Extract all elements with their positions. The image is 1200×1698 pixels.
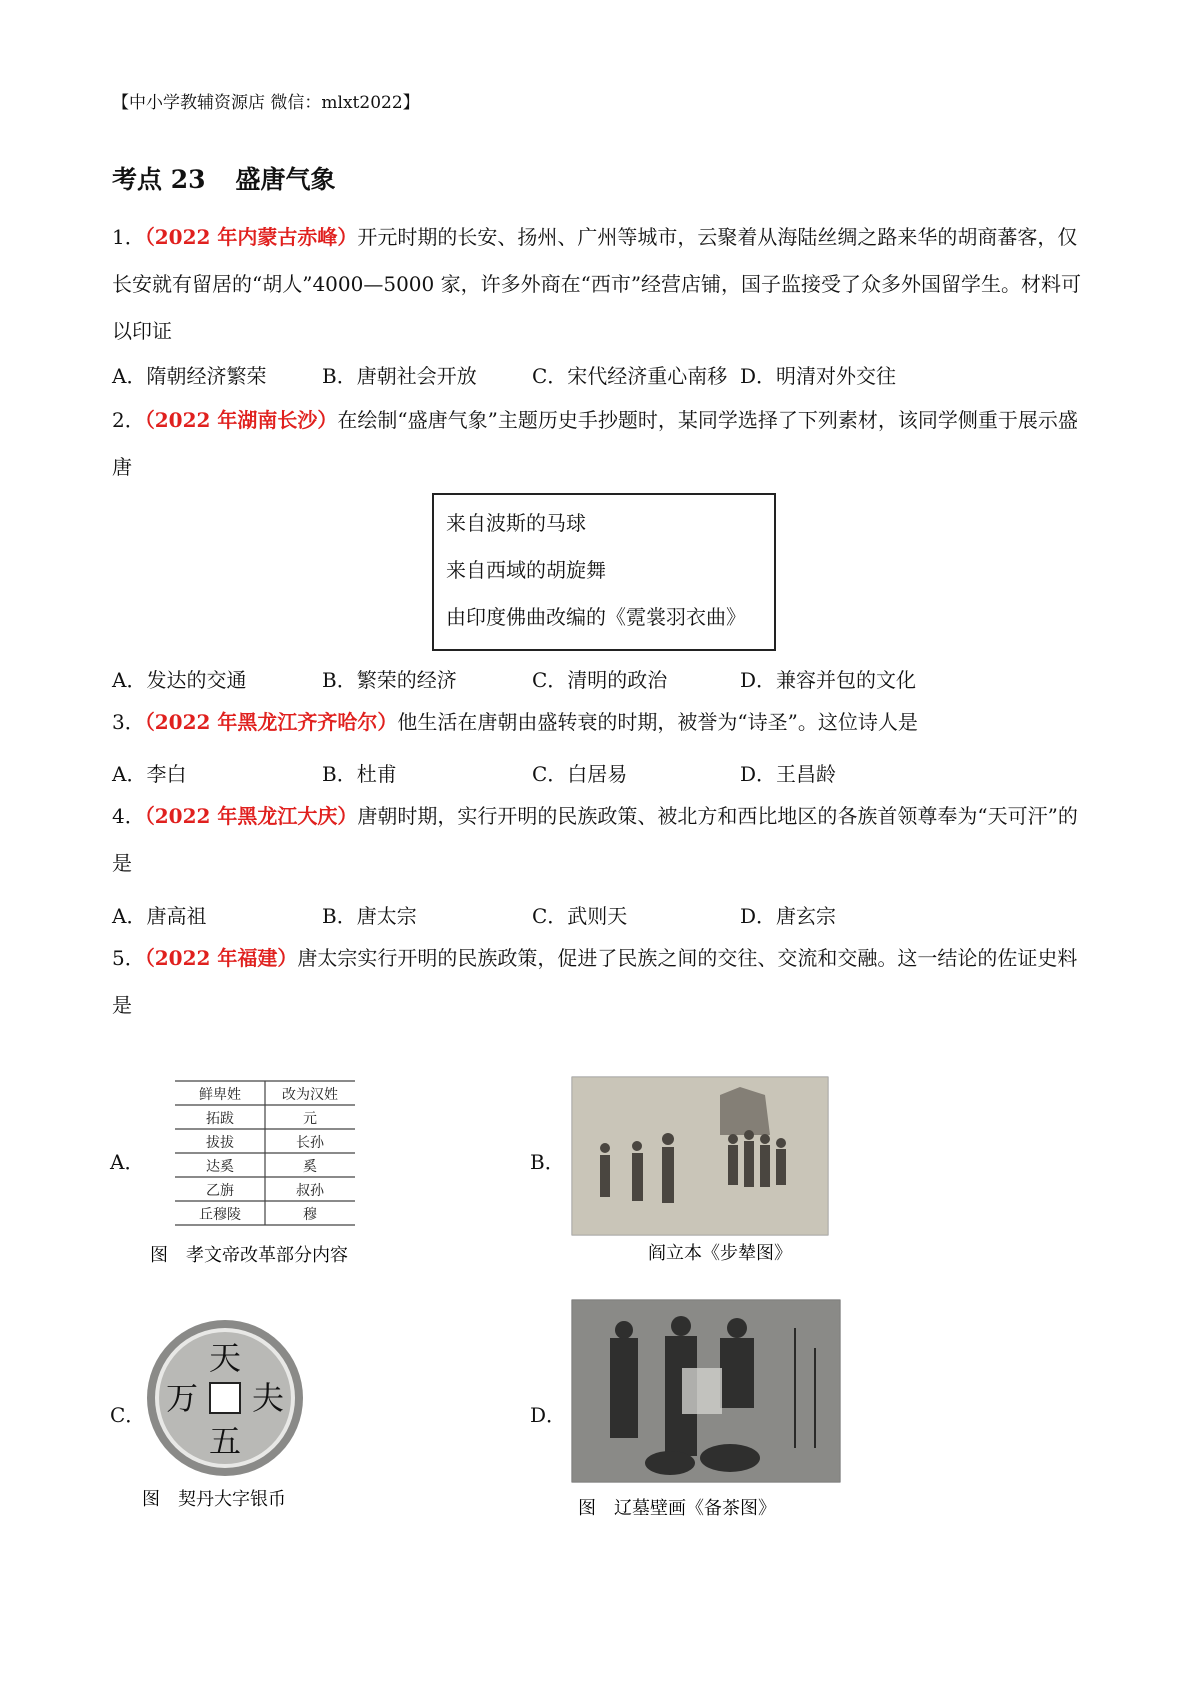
table-cell: 叔孙 — [296, 1183, 324, 1199]
option-c: C．白居易 — [532, 762, 628, 786]
question-text: 唐朝时期，实行开明的民族政策、被北方和西比地区的各族首领尊奉为“天可汗”的是 — [112, 804, 1078, 875]
option-b: B．繁荣的经济 — [322, 668, 457, 692]
option-b: B．杜甫 — [322, 762, 397, 786]
figure-caption: 阎立本《步辇图》 — [648, 1243, 792, 1264]
question-text: 开元时期的长安、扬州、广州等城市，云聚着从海陆丝绸之路来华的胡商蕃客，仅长安就有留居的“胡人”4000—5000 家，许多外商在“西市”经营店铺，国子监接受了众多外国留学生。材料可以印证 — [112, 225, 1082, 343]
option-a: A．发达的交通 — [112, 668, 247, 692]
question-source: （2022 年福建） — [144, 946, 298, 970]
table-cell: 穆 — [303, 1207, 317, 1223]
table-cell: 元 — [303, 1111, 317, 1127]
material-line: 来自西域的胡旋舞 — [446, 558, 606, 582]
question-text: 在绘制“盛唐气象”主题历史手抄题时，某同学选择了下列素材，该同学侧重于展示盛唐 — [112, 408, 1078, 479]
question-4-options — [112, 900, 1112, 930]
section-name: 盛唐气象 — [235, 165, 336, 194]
question-number: 3． — [112, 710, 145, 734]
option-a-label: A． — [110, 1150, 145, 1174]
question-source: （2022 年湖南长沙） — [144, 408, 338, 432]
material-box — [432, 493, 776, 651]
option-d: D．兼容并包的文化 — [740, 668, 917, 692]
material-line: 来自波斯的马球 — [446, 511, 586, 535]
figure-tea-mural — [570, 1298, 845, 1523]
option-c: C．武则天 — [532, 904, 628, 928]
figure-caption: 图 辽墓壁画《备茶图》 — [578, 1498, 776, 1519]
question-text: 他生活在唐朝由盛转衰的时期，被誉为“诗圣”。这位诗人是 — [397, 710, 918, 734]
option-d: D．唐玄宗 — [740, 904, 837, 928]
option-c: C．清明的政治 — [532, 668, 668, 692]
option-b: B．唐太宗 — [322, 904, 417, 928]
option-d: D．王昌龄 — [740, 762, 837, 786]
table-header: 改为汉姓 — [282, 1087, 338, 1103]
question-source: （2022 年黑龙江齐齐哈尔） — [144, 710, 398, 734]
question-3 — [112, 699, 1097, 746]
table-header: 鲜卑姓 — [199, 1087, 241, 1103]
table-cell: 丘穆陵 — [199, 1207, 241, 1223]
option-a: A．唐高祖 — [112, 904, 207, 928]
table-cell: 长孙 — [296, 1135, 324, 1151]
option-c: C．宋代经济重心南移 — [532, 364, 728, 388]
option-a: A．李白 — [112, 762, 187, 786]
figure-bunian-painting — [570, 1075, 832, 1265]
coin-char: 万 — [165, 1379, 199, 1417]
coin-char: 天 — [208, 1339, 242, 1377]
question-source: （2022 年内蒙古赤峰） — [144, 225, 358, 249]
coin-char: 夫 — [251, 1379, 285, 1417]
figure-surname-table — [150, 1075, 380, 1270]
option-d-label: D． — [530, 1403, 567, 1427]
option-b-label: B． — [530, 1150, 565, 1174]
figure-caption: 图 契丹大字银币 — [142, 1489, 286, 1510]
coin-char: 五 — [208, 1422, 242, 1460]
option-b: B．唐朝社会开放 — [322, 364, 477, 388]
page-header: 【中小学教辅资源店 微信：mlxt2022】 — [112, 93, 420, 113]
table-cell: 拔拔 — [206, 1135, 234, 1151]
question-1 — [112, 214, 1097, 355]
question-text: 唐太宗实行开明的民族政策，促进了民族之间的交往、交流和交融。这一结论的佐证史料是 — [112, 946, 1078, 1017]
figure-khitan-coin — [140, 1315, 340, 1510]
question-2-options — [112, 664, 1112, 694]
question-number: 2． — [112, 408, 145, 432]
option-d: D．明清对外交往 — [740, 364, 897, 388]
question-source: （2022 年黑龙江大庆） — [144, 804, 358, 828]
option-a: A．隋朝经济繁荣 — [112, 364, 267, 388]
question-number: 5． — [112, 946, 145, 970]
question-2 — [112, 397, 1097, 491]
section-title — [112, 160, 336, 196]
table-cell: 拓跋 — [206, 1111, 234, 1127]
question-3-options — [112, 758, 1112, 788]
material-line: 由印度佛曲改编的《霓裳羽衣曲》 — [446, 605, 746, 629]
table-cell: 达奚 — [206, 1159, 234, 1175]
question-1-options — [112, 360, 1112, 390]
question-5 — [112, 935, 1097, 1029]
option-c-label: C． — [110, 1403, 146, 1427]
table-cell: 乙旃 — [206, 1183, 234, 1199]
question-number: 4． — [112, 804, 145, 828]
figure-caption: 图 孝文帝改革部分内容 — [150, 1245, 348, 1266]
question-4 — [112, 793, 1097, 887]
table-cell: 奚 — [303, 1159, 317, 1175]
question-number: 1． — [112, 225, 145, 249]
section-number: 考点 23 — [112, 165, 206, 194]
